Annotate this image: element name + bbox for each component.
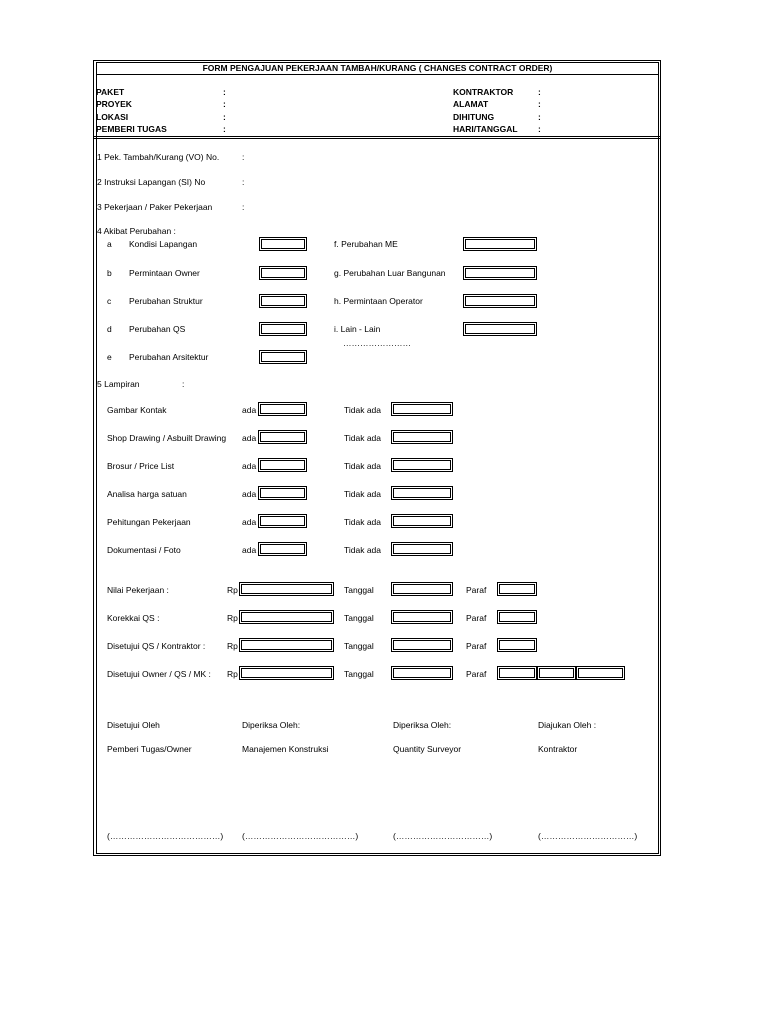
akibat-letter: e <box>107 352 112 362</box>
lampiran-row-label: Brosur / Price List <box>107 461 175 471</box>
akibat-label-kondisi-lapangan: Kondisi Lapangan <box>129 239 198 249</box>
checkbox-kondisi-lapangan[interactable] <box>259 237 307 251</box>
form-title: FORM PENGAJUAN PEKERJAAN TAMBAH/KURANG ( CHANGES CONTRACT ORDER) <box>202 63 553 73</box>
label-proyek: PROYEK <box>96 99 132 109</box>
colon: : <box>182 379 185 389</box>
paraf-field[interactable] <box>497 582 537 596</box>
checkbox-ada[interactable] <box>258 486 307 500</box>
paraf-field[interactable] <box>497 610 537 624</box>
label-lokasi: LOKASI <box>96 112 129 122</box>
nilai-amount-field[interactable] <box>239 610 334 624</box>
akibat-letter: a <box>107 239 112 249</box>
checkbox-ada[interactable] <box>258 430 307 444</box>
checkbox-perubahan-arsitektur[interactable] <box>259 350 307 364</box>
label-hari-tanggal: HARI/TANGGAL <box>453 124 518 134</box>
rp-label: Rp <box>227 669 238 679</box>
nilai-row-label: Nilai Pekerjaan : <box>107 585 169 595</box>
akibat-label-perubahan-luar-bangunan: g. Perubahan Luar Bangunan <box>334 268 446 278</box>
paraf-field[interactable] <box>497 666 537 680</box>
tanggal-field[interactable] <box>391 666 453 680</box>
tanggal-field[interactable] <box>391 610 453 624</box>
tidak-ada-label: Tidak ada <box>344 545 382 555</box>
tanggal-field[interactable] <box>391 638 453 652</box>
lampiran-row-label: Pehitungan Pekerjaan <box>107 517 191 527</box>
checkbox-perubahan-qs[interactable] <box>259 322 307 336</box>
checkbox-ada[interactable] <box>258 402 307 416</box>
ada-label: ada <box>242 433 257 443</box>
rp-label: Rp <box>227 613 238 623</box>
colon: : <box>223 87 226 97</box>
item-si-label: 2 Instruksi Lapangan (SI) No <box>97 177 206 187</box>
akibat-letter: d <box>107 324 112 334</box>
colon: : <box>538 99 541 109</box>
nilai-amount-field[interactable] <box>239 666 334 680</box>
akibat-label-perubahan-struktur: Perubahan Struktur <box>129 296 203 306</box>
akibat-letter: b <box>107 268 112 278</box>
checkbox-ada[interactable] <box>258 514 307 528</box>
checkbox-permintaan-owner[interactable] <box>259 266 307 280</box>
akibat-label-permintaan-owner: Permintaan Owner <box>129 268 200 278</box>
header-divider-2 <box>93 138 661 139</box>
checkbox-tidak-ada[interactable] <box>391 458 453 472</box>
colon: : <box>242 152 245 162</box>
checkbox-permintaan-operator[interactable] <box>463 294 537 308</box>
checkbox-tidak-ada[interactable] <box>391 486 453 500</box>
nilai-row-label: Disetujui QS / Kontraktor : <box>107 641 206 651</box>
colon: : <box>242 177 245 187</box>
checkbox-perubahan-luar-bangunan[interactable] <box>463 266 537 280</box>
lampiran-row-label: Gambar Kontak <box>107 405 167 415</box>
paraf-field[interactable] <box>497 638 537 652</box>
colon: : <box>538 87 541 97</box>
colon: : <box>223 112 226 122</box>
ada-label: ada <box>242 405 257 415</box>
nilai-row-label: Korekkai QS : <box>107 613 160 623</box>
title-divider <box>96 74 659 75</box>
akibat-letter: c <box>107 296 112 306</box>
colon: : <box>223 124 226 134</box>
lampiran-heading: 5 Lampiran <box>97 379 140 389</box>
sign-line-kontraktor[interactable]: (……………………………) <box>538 831 638 841</box>
tidak-ada-label: Tidak ada <box>344 517 382 527</box>
sign-top-label: Diperiksa Oleh: <box>242 720 301 730</box>
item-akibat-heading: 4 Akibat Perubahan : <box>97 226 176 236</box>
tanggal-label: Tanggal <box>344 669 374 679</box>
nilai-row-label: Disetujui Owner / QS / MK : <box>107 669 211 679</box>
ada-label: ada <box>242 545 257 555</box>
sign-role-label: Manajemen Konstruksi <box>242 744 329 754</box>
rp-label: Rp <box>227 585 238 595</box>
sign-line-qs[interactable]: (……………………………) <box>393 831 493 841</box>
ada-label: ada <box>242 489 257 499</box>
ada-label: ada <box>242 517 257 527</box>
label-pemberi-tugas: PEMBERI TUGAS <box>96 124 167 134</box>
akibat-label-lain-lain: i. Lain - Lain <box>334 324 381 334</box>
paraf-field[interactable] <box>537 666 576 680</box>
colon: : <box>538 124 541 134</box>
sign-role-label: Pemberi Tugas/Owner <box>107 744 192 754</box>
label-kontraktor: KONTRAKTOR <box>453 87 514 97</box>
label-paket: PAKET <box>96 87 125 97</box>
akibat-label-perubahan-arsitektur: Perubahan Arsitektur <box>129 352 209 362</box>
sign-top-label: Diperiksa Oleh: <box>393 720 452 730</box>
colon: : <box>223 99 226 109</box>
ada-label: ada <box>242 461 257 471</box>
lampiran-row-label: Dokumentasi / Foto <box>107 545 181 555</box>
tanggal-field[interactable] <box>391 582 453 596</box>
item-paker-label: 3 Pekerjaan / Paker Pekerjaan <box>97 202 213 212</box>
akibat-label-perubahan-qs: Perubahan QS <box>129 324 186 334</box>
sign-top-label: Disetujui Oleh <box>107 720 160 730</box>
rp-label: Rp <box>227 641 238 651</box>
checkbox-perubahan-struktur[interactable] <box>259 294 307 308</box>
paraf-label: Paraf <box>466 641 487 651</box>
sign-line-mk[interactable]: (…………………………………) <box>242 831 359 841</box>
checkbox-perubahan-me[interactable] <box>463 237 537 251</box>
sign-role-label: Kontraktor <box>538 744 578 754</box>
colon: : <box>538 112 541 122</box>
tidak-ada-label: Tidak ada <box>344 489 382 499</box>
paraf-label: Paraf <box>466 669 487 679</box>
checkbox-tidak-ada[interactable] <box>391 402 453 416</box>
tanggal-label: Tanggal <box>344 613 374 623</box>
akibat-label-perubahan-me: f. Perubahan ME <box>334 239 398 249</box>
nilai-amount-field[interactable] <box>239 582 334 596</box>
akibat-label-permintaan-operator: h. Permintaan Operator <box>334 296 423 306</box>
lampiran-row-label: Analisa harga satuan <box>107 489 187 499</box>
checkbox-tidak-ada[interactable] <box>391 514 453 528</box>
nilai-amount-field[interactable] <box>239 638 334 652</box>
sign-top-label: Diajukan Oleh : <box>538 720 597 730</box>
lain-lain-dots: …………………… <box>343 338 411 348</box>
tidak-ada-label: Tidak ada <box>344 405 382 415</box>
checkbox-lain-lain[interactable] <box>463 322 537 336</box>
sign-role-label: Quantity Surveyor <box>393 744 462 754</box>
label-alamat: ALAMAT <box>453 99 489 109</box>
paraf-field[interactable] <box>576 666 625 680</box>
tidak-ada-label: Tidak ada <box>344 433 382 443</box>
tanggal-label: Tanggal <box>344 641 374 651</box>
checkbox-tidak-ada[interactable] <box>391 542 453 556</box>
item-vo-label: 1 Pek. Tambah/Kurang (VO) No. <box>97 152 220 162</box>
checkbox-ada[interactable] <box>258 542 307 556</box>
tidak-ada-label: Tidak ada <box>344 461 382 471</box>
tanggal-label: Tanggal <box>344 585 374 595</box>
checkbox-tidak-ada[interactable] <box>391 430 453 444</box>
paraf-label: Paraf <box>466 613 487 623</box>
label-dihitung: DIHITUNG <box>453 112 495 122</box>
sign-line-owner[interactable]: (…………………………………) <box>107 831 224 841</box>
colon: : <box>242 202 245 212</box>
header-divider-1 <box>93 136 661 137</box>
lampiran-row-label: Shop Drawing / Asbuilt Drawing <box>107 433 227 443</box>
paraf-label: Paraf <box>466 585 487 595</box>
checkbox-ada[interactable] <box>258 458 307 472</box>
